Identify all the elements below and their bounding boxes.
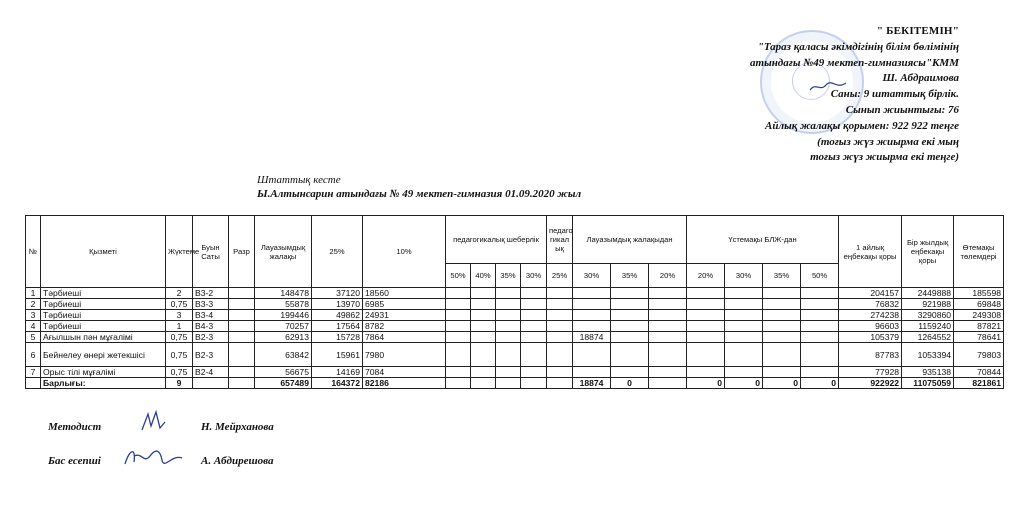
cell-position: Тәрбиеші	[41, 310, 166, 321]
cell-comp: 78641	[954, 332, 1004, 343]
table-row	[26, 310, 1004, 321]
cell-step: В4-3	[193, 321, 229, 332]
col-no: №	[26, 216, 41, 288]
cell-bonus	[763, 288, 801, 299]
cell-position: Бейнелеу өнері жетекшісі	[41, 343, 166, 367]
cell-position: Тәрбиеші	[41, 288, 166, 299]
cell-ped	[471, 310, 496, 321]
table-row	[26, 321, 1004, 332]
cell-bonus	[725, 343, 763, 367]
cell-annual: 921988	[902, 299, 954, 310]
cell-bonus	[687, 299, 725, 310]
sub-ped-50: 50%	[446, 264, 471, 288]
col-monthly-fund: 1 айлық еңбекақы қоры	[839, 216, 902, 288]
cell-from-salary	[649, 310, 687, 321]
cell-comp: 87821	[954, 321, 1004, 332]
cell-ped	[547, 299, 573, 310]
cell-bonus	[725, 332, 763, 343]
cell-ped	[521, 288, 547, 299]
cell-bonus	[687, 367, 725, 378]
cell-ped	[446, 332, 471, 343]
approval-class-sets: Сынып жиынтығы: 76	[845, 103, 959, 116]
staff-table	[25, 215, 1004, 389]
cell-position: Орыс тілі мұғалімі	[41, 367, 166, 378]
cell-annual: 1264552	[902, 332, 954, 343]
cell-p10: 24931	[363, 310, 446, 321]
cell-grade	[229, 343, 255, 367]
methodist-label: Методист	[48, 421, 102, 433]
cell-step: В2-3	[193, 343, 229, 367]
cell-from-salary	[611, 321, 649, 332]
cell-ped	[547, 288, 573, 299]
cell-ped	[471, 299, 496, 310]
cell-bonus	[763, 332, 801, 343]
col-ped-qual: педаго гикал ық	[547, 216, 573, 264]
col-step: Буын Саты	[193, 216, 229, 288]
cell-from-salary	[649, 367, 687, 378]
cell-load: 0,75	[166, 332, 193, 343]
total-comp: 821861	[954, 378, 1004, 389]
document-title: Штаттық кесте	[257, 174, 341, 186]
cell-no: 6	[26, 343, 41, 367]
total-p10: 82186	[363, 378, 446, 389]
col-annual-fund: Бір жылдық еңбекақы қоры	[902, 216, 954, 288]
cell-comp: 69848	[954, 299, 1004, 310]
methodist-signature-icon	[138, 408, 168, 434]
total-annual: 11075059	[902, 378, 954, 389]
cell-step: В3-2	[193, 288, 229, 299]
cell-from-salary	[649, 332, 687, 343]
cell-ped	[521, 310, 547, 321]
cell-grade	[229, 299, 255, 310]
cell-ped	[471, 332, 496, 343]
col-bonus: Үстемақы БЛЖ-дан	[687, 216, 839, 264]
cell-p25: 15728	[312, 332, 363, 343]
cell-p25: 17564	[312, 321, 363, 332]
cell-ped	[471, 288, 496, 299]
cell-p25: 15961	[312, 343, 363, 367]
sub-salary-30: 30%	[573, 264, 611, 288]
cell-from-salary	[611, 288, 649, 299]
cell-bonus	[763, 367, 801, 378]
cell-empty	[521, 378, 547, 389]
cell-grade	[229, 367, 255, 378]
cell-bonus	[725, 299, 763, 310]
cell-ped	[547, 332, 573, 343]
director-signature-icon	[808, 80, 848, 94]
cell-from-salary: 18874	[573, 332, 611, 343]
cell-bonus	[725, 288, 763, 299]
cell-bonus	[801, 343, 839, 367]
approval-heading: " БЕКІТЕМІН"	[876, 25, 959, 37]
cell-ped	[521, 343, 547, 367]
cell-bonus	[725, 367, 763, 378]
cell-ped	[496, 343, 521, 367]
cell-monthly: 96603	[839, 321, 902, 332]
total-from-salary	[649, 378, 687, 389]
cell-step: В2-3	[193, 332, 229, 343]
cell-ped	[446, 321, 471, 332]
cell-monthly: 77928	[839, 367, 902, 378]
total-from-salary: 18874	[573, 378, 611, 389]
sub-ped-qual-25: 25%	[547, 264, 573, 288]
approval-director: Ш. Абдраимова	[882, 72, 959, 85]
cell-bonus	[801, 367, 839, 378]
col-p10: 10%	[363, 216, 446, 288]
cell-ped	[547, 367, 573, 378]
cell-from-salary	[573, 367, 611, 378]
cell-load: 0,75	[166, 367, 193, 378]
cell-from-salary	[649, 343, 687, 367]
approval-staff-count: Саны: 9 штаттық бірлік.	[830, 88, 959, 101]
cell-from-salary	[649, 321, 687, 332]
cell-ped	[446, 367, 471, 378]
cell-monthly: 204157	[839, 288, 902, 299]
cell-salary: 63842	[255, 343, 312, 367]
cell-annual: 2449888	[902, 288, 954, 299]
cell-from-salary	[611, 299, 649, 310]
cell-bonus	[801, 299, 839, 310]
cell-position: Тәрбиеші	[41, 299, 166, 310]
cell-step: В3-4	[193, 310, 229, 321]
cell-position: Тәрбиеші	[41, 321, 166, 332]
col-from-salary: Лауазымдық жалақыдан	[573, 216, 687, 264]
cell-p10: 7980	[363, 343, 446, 367]
cell-annual: 3290860	[902, 310, 954, 321]
cell-from-salary	[649, 288, 687, 299]
cell-bonus	[763, 299, 801, 310]
cell-ped	[547, 321, 573, 332]
table-row	[26, 288, 1004, 299]
cell-ped	[521, 321, 547, 332]
cell-bonus	[801, 288, 839, 299]
cell-bonus	[801, 332, 839, 343]
cell-annual: 1053394	[902, 343, 954, 367]
cell-grade	[229, 321, 255, 332]
sub-salary-35: 35%	[611, 264, 649, 288]
cell-from-salary	[611, 367, 649, 378]
cell-from-salary	[611, 332, 649, 343]
total-row	[26, 378, 1004, 389]
cell-bonus	[687, 321, 725, 332]
cell-salary: 148478	[255, 288, 312, 299]
total-p25: 164372	[312, 378, 363, 389]
cell-from-salary	[611, 343, 649, 367]
cell-salary: 62913	[255, 332, 312, 343]
cell-step: В3-3	[193, 299, 229, 310]
cell-bonus	[725, 321, 763, 332]
accountant-label: Бас есепші	[48, 455, 101, 467]
cell-ped	[471, 367, 496, 378]
total-salary: 657489	[255, 378, 312, 389]
cell-comp: 185598	[954, 288, 1004, 299]
methodist-name: Н. Мейрханова	[201, 421, 274, 433]
cell-bonus	[725, 310, 763, 321]
cell-no: 3	[26, 310, 41, 321]
sub-bonus-50: 50%	[801, 264, 839, 288]
cell-ped	[496, 321, 521, 332]
cell-comp: 79803	[954, 343, 1004, 367]
cell-grade	[229, 332, 255, 343]
cell-from-salary	[573, 299, 611, 310]
cell-p10: 6985	[363, 299, 446, 310]
cell-ped	[446, 343, 471, 367]
cell-salary: 56675	[255, 367, 312, 378]
cell-empty	[446, 378, 471, 389]
cell-empty	[229, 378, 255, 389]
cell-no: 1	[26, 288, 41, 299]
col-compensation: Өтемақы төлемдері	[954, 216, 1004, 288]
cell-salary: 70257	[255, 321, 312, 332]
total-bonus: 0	[801, 378, 839, 389]
cell-salary: 199446	[255, 310, 312, 321]
cell-p10: 8782	[363, 321, 446, 332]
cell-empty	[496, 378, 521, 389]
approval-block	[659, 24, 959, 166]
approval-words-line1: (тоғыз жүз жиырма екі мың	[817, 135, 959, 148]
cell-from-salary	[573, 321, 611, 332]
cell-p25: 49862	[312, 310, 363, 321]
cell-empty	[547, 378, 573, 389]
cell-no: 4	[26, 321, 41, 332]
cell-ped	[547, 310, 573, 321]
cell-ped	[521, 299, 547, 310]
cell-ped	[496, 288, 521, 299]
total-label: Барлығы:	[41, 378, 166, 389]
cell-empty	[471, 378, 496, 389]
cell-bonus	[763, 321, 801, 332]
table-row	[26, 299, 1004, 310]
cell-from-salary	[649, 299, 687, 310]
cell-bonus	[763, 343, 801, 367]
cell-empty	[26, 378, 41, 389]
total-bonus: 0	[763, 378, 801, 389]
sub-bonus-30: 30%	[725, 264, 763, 288]
cell-bonus	[801, 310, 839, 321]
cell-no: 2	[26, 299, 41, 310]
accountant-signature-icon	[122, 446, 184, 468]
table-row	[26, 343, 1004, 367]
cell-bonus	[801, 321, 839, 332]
cell-p25: 14169	[312, 367, 363, 378]
col-ped-skill: педагогикалық шеберлік	[446, 216, 547, 264]
cell-annual: 1159240	[902, 321, 954, 332]
cell-bonus	[687, 310, 725, 321]
cell-monthly: 105379	[839, 332, 902, 343]
col-salary: Лауазымдық жалақы	[255, 216, 312, 288]
approval-org-line1: "Тараз қаласы әкімдігінің білім бөлімінің	[757, 40, 959, 53]
cell-load: 0,75	[166, 343, 193, 367]
cell-p10: 7084	[363, 367, 446, 378]
cell-p25: 13970	[312, 299, 363, 310]
cell-ped	[547, 343, 573, 367]
cell-from-salary	[573, 343, 611, 367]
table-row	[26, 367, 1004, 378]
col-position: Қызметі	[41, 216, 166, 288]
cell-annual: 935138	[902, 367, 954, 378]
cell-bonus	[687, 288, 725, 299]
cell-no: 7	[26, 367, 41, 378]
sub-ped-35: 35%	[496, 264, 521, 288]
sub-salary-20: 20%	[649, 264, 687, 288]
cell-bonus	[763, 310, 801, 321]
cell-ped	[496, 367, 521, 378]
cell-empty	[193, 378, 229, 389]
cell-ped	[521, 367, 547, 378]
cell-load: 3	[166, 310, 193, 321]
cell-grade	[229, 288, 255, 299]
sub-ped-40: 40%	[471, 264, 496, 288]
cell-ped	[496, 299, 521, 310]
cell-monthly: 87783	[839, 343, 902, 367]
sub-bonus-35: 35%	[763, 264, 801, 288]
cell-monthly: 76832	[839, 299, 902, 310]
cell-monthly: 274238	[839, 310, 902, 321]
total-monthly: 922922	[839, 378, 902, 389]
col-grade: Разр	[229, 216, 255, 288]
cell-p25: 37120	[312, 288, 363, 299]
cell-ped	[446, 288, 471, 299]
cell-position: Ағылшын пән мұғалімі	[41, 332, 166, 343]
cell-comp: 70844	[954, 367, 1004, 378]
cell-ped	[446, 310, 471, 321]
total-bonus: 0	[725, 378, 763, 389]
cell-bonus	[687, 343, 725, 367]
cell-from-salary	[611, 310, 649, 321]
approval-org-line2: атындағы №49 мектеп-гимназиясы"КММ	[750, 56, 959, 69]
total-from-salary: 0	[611, 378, 649, 389]
document-subtitle: Ы.Алтынсарин атындағы № 49 мектеп-гимназия 01.09.2020 жыл	[257, 188, 582, 200]
col-p25: 25%	[312, 216, 363, 288]
cell-grade	[229, 310, 255, 321]
cell-load: 2	[166, 288, 193, 299]
cell-ped	[521, 332, 547, 343]
approval-words-line2: тоғыз жүз жиырма екі теңге)	[810, 151, 959, 164]
cell-ped	[471, 343, 496, 367]
sub-bonus-20: 20%	[687, 264, 725, 288]
sub-ped-30: 30%	[521, 264, 547, 288]
table-row	[26, 332, 1004, 343]
cell-no: 5	[26, 332, 41, 343]
approval-salary-fund: Айлық жалақы қорымен: 922 922 теңге	[765, 119, 959, 132]
cell-bonus	[687, 332, 725, 343]
total-bonus: 0	[687, 378, 725, 389]
cell-load: 1	[166, 321, 193, 332]
col-load: Жүктеме	[166, 216, 193, 288]
accountant-name: А. Абдирешова	[201, 455, 274, 467]
cell-from-salary	[573, 288, 611, 299]
cell-ped	[496, 310, 521, 321]
cell-step: В2-4	[193, 367, 229, 378]
total-load: 9	[166, 378, 193, 389]
cell-from-salary	[573, 310, 611, 321]
cell-p10: 18560	[363, 288, 446, 299]
cell-salary: 55878	[255, 299, 312, 310]
cell-ped	[496, 332, 521, 343]
cell-load: 0,75	[166, 299, 193, 310]
cell-ped	[471, 321, 496, 332]
cell-comp: 249308	[954, 310, 1004, 321]
cell-p10: 7864	[363, 332, 446, 343]
cell-ped	[446, 299, 471, 310]
